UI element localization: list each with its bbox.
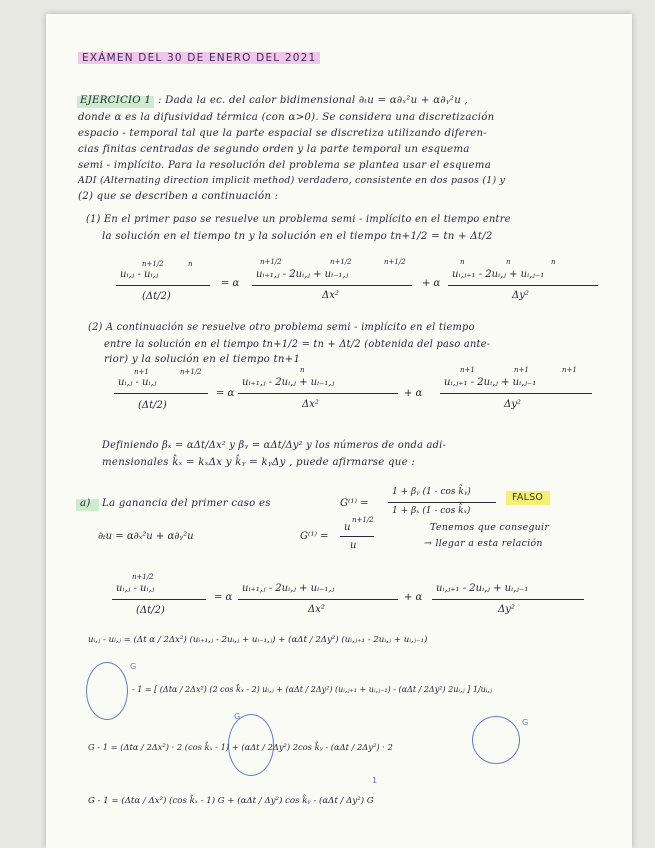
eq1-frac-mid: [252, 285, 412, 286]
intro-line-7: (2) que se describen a continuación :: [78, 191, 279, 202]
eq1-den-left: (Δt/2): [142, 291, 171, 302]
eq1-frac-left: [116, 285, 210, 286]
eq2-num-left: uᵢ,ⱼ - uᵢ,ⱼ: [118, 377, 157, 388]
eq2-frac-left: [114, 393, 208, 394]
eq1-sup-right-3: n: [551, 258, 556, 266]
work-g1-sup: n+1/2: [352, 516, 374, 524]
eq1-sup-mid-3: n+1/2: [384, 258, 406, 266]
eq1-frac-right: [448, 285, 598, 286]
ejercicio-label: EJERCICIO 1: [80, 95, 152, 106]
work-note-2: → llegar a esta relación: [424, 538, 543, 549]
exam-title: EXÁMEN DEL 30 DE ENERO DEL 2021: [78, 52, 320, 64]
work-pde: ∂ₜu = α∂ₓ²u + α∂ᵧ²u: [98, 531, 194, 542]
work-line-a: uᵢ,ⱼ - uᵢ,ⱼ = (Δt α / 2Δx²) (uᵢ₊₁,ⱼ - 2uᵢ,ⱼ + uᵢ₋₁,ⱼ) + (αΔt / 2Δy²) (uᵢ,ⱼ₊₁ - 2uᵢ,ⱼ + uᵢ,ⱼ₋₁): [88, 635, 428, 645]
eq1-plus: + α: [422, 278, 441, 289]
eq1-sup-right-1: n: [460, 258, 465, 266]
part-a-den: 1 + βₓ (1 - cos k̂ₓ): [392, 506, 471, 516]
eq2-sup-left: n+1: [134, 368, 149, 376]
work-eq-frac-right: [432, 599, 584, 600]
work-g1-frac: [340, 536, 374, 537]
eq1-sup-mid-2: n+1/2: [330, 258, 352, 266]
eq1-sup-left-n: n: [188, 260, 193, 268]
work-eq-den-mid: Δx²: [308, 604, 325, 615]
work-line-c: G - 1 = (Δtα / 2Δx²) · 2 (cos k̂ₓ - 1) + (αΔt / 2Δy²) 2cos k̂ᵧ - (αΔt / 2Δy²) · 2: [88, 742, 393, 752]
eq1-num-right: uᵢ,ⱼ₊₁ - 2uᵢ,ⱼ + uᵢ,ⱼ₋₁: [452, 269, 545, 280]
eq1-den-mid: Δx²: [322, 290, 339, 301]
eq2-den-right: Δy²: [504, 399, 521, 410]
work-g1-num: u: [344, 522, 351, 533]
eq1-num-mid: uᵢ₊₁,ⱼ - 2uᵢ,ⱼ + uᵢ₋₁,ⱼ: [256, 269, 349, 280]
work-g1-den: u: [350, 540, 357, 551]
intro-line-2: donde α es la difusividad térmica (con α>0). Se considera una discretización: [78, 112, 495, 123]
intro-line-3: espacio - temporal tal que la parte espacial se discretiza utilizando diferen-: [78, 128, 487, 139]
part-a-label: a): [80, 498, 91, 509]
verdict-label: FALSO: [512, 492, 544, 503]
work-eq-num-left: uᵢ,ⱼ - uᵢ,ⱼ: [116, 583, 155, 594]
work-eq-num-right: uᵢ,ⱼ₊₁ - 2uᵢ,ⱼ + uᵢ,ⱼ₋₁: [436, 583, 529, 594]
work-eq-sup-left: n+1/2: [132, 573, 154, 581]
eq1-den-right: Δy²: [512, 290, 529, 301]
paso1-line-2: la solución en el tiempo tn y la solución en el tiempo tn+1/2 = tn + Δt/2: [102, 231, 493, 242]
eq1-num-left: uᵢ,ⱼ - uᵢ,ⱼ: [120, 269, 159, 280]
eq2-den-left: (Δt/2): [138, 400, 167, 411]
work-eq-frac-mid: [238, 599, 398, 600]
work-eq-equals: = α: [214, 592, 233, 603]
eq2-plus: + α: [404, 388, 423, 399]
work-eq-plus: + α: [404, 592, 423, 603]
notebook-page: [46, 14, 632, 848]
intro-line-1: : Dada la ec. del calor bidimensional ∂ₜu = α∂ₓ²u + α∂ᵧ²u ,: [158, 95, 469, 106]
intro-line-4: cias finitas centradas de segundo orden y la parte temporal un esquema: [78, 144, 470, 155]
part-a-frac: [388, 502, 496, 503]
eq2-equals: = α: [216, 388, 235, 399]
paso2-line-3: rior) y la solución en el tiempo tn+1: [104, 354, 301, 365]
work-g1: G⁽¹⁾ =: [300, 531, 329, 542]
part-a-text: La ganancia del primer caso es: [102, 498, 271, 509]
paso2-line-1: (2) A continuación se resuelve otro problema semi - implícito en el tiempo: [88, 322, 475, 333]
g-mark-3: G: [522, 718, 529, 727]
intro-line-6: ADI (Alternating direction implicit method) verdadero, consistente en dos pasos (1) y: [78, 175, 506, 186]
work-eq-den-left: (Δt/2): [136, 605, 165, 616]
eq2-sup-right-1: n+1: [460, 366, 475, 374]
eq2-frac-right: [440, 393, 592, 394]
one-mark: 1: [372, 776, 378, 785]
eq2-sup-right-2: n+1: [514, 366, 529, 374]
eq2-frac-mid: [238, 393, 398, 394]
eq2-sup-right-3: n+1: [562, 366, 577, 374]
intro-line-5: semi - implícito. Para la resolución del problema se plantea usar el esquema: [78, 160, 492, 171]
part-a-num: 1 + βᵧ (1 - cos k̂ᵧ): [392, 487, 471, 497]
eq2-num-mid: uᵢ₊₁,ⱼ - 2uᵢ,ⱼ + uᵢ₋₁,ⱼ: [242, 377, 335, 388]
g-mark-1: G: [130, 662, 137, 671]
work-eq-num-mid: uᵢ₊₁,ⱼ - 2uᵢ,ⱼ + uᵢ₋₁,ⱼ: [242, 583, 335, 594]
work-line-b: - 1 = [ (Δtα / 2Δx²) (2 cos k̂ₓ - 2) uᵢ,ⱼ + (αΔt / 2Δy²) (uᵢ,ⱼ₊₁ + uᵢ,ⱼ₋₁) - (αΔt / 2Δy²) 2uᵢ,ⱼ ] 1/uᵢ,ⱼ: [132, 685, 493, 694]
paso2-line-2: entre la solución en el tiempo tn+1/2 = tn + Δt/2 (obtenida del paso ante-: [104, 339, 491, 350]
paso1-line-1: (1) En el primer paso se resuelve un problema semi - implícito en el tiempo entre: [86, 214, 511, 225]
eq2-sup-left-2: n+1/2: [180, 368, 202, 376]
part-a-g: G⁽¹⁾ =: [340, 498, 369, 509]
work-eq-den-right: Δy²: [498, 604, 515, 615]
defs-line-2: mensionales k̂ₓ = kₓΔx y k̂ᵧ = kᵧΔy , puede afirmarse que :: [102, 457, 416, 468]
work-note-1: Tenemos que conseguir: [430, 522, 550, 533]
eq1-equals: = α: [221, 278, 240, 289]
eq1-sup-right-2: n: [506, 258, 511, 266]
work-eq-frac-left: [112, 599, 206, 600]
eq1-sup-left: n+1/2: [142, 260, 164, 268]
defs-line-1: Definiendo βₓ = αΔt/Δx² y βᵧ = αΔt/Δy² y los números de onda adi-: [102, 440, 447, 451]
eq2-den-mid: Δx²: [302, 399, 319, 410]
eq2-num-right: uᵢ,ⱼ₊₁ - 2uᵢ,ⱼ + uᵢ,ⱼ₋₁: [444, 377, 537, 388]
eq1-sup-mid-1: n+1/2: [260, 258, 282, 266]
work-line-d: G - 1 = (Δtα / Δx²) (cos k̂ₓ - 1) G + (αΔt / Δy²) cos k̂ᵧ - (αΔt / Δy²) G: [88, 796, 374, 806]
eq2-sup-mid: n: [300, 366, 305, 374]
circle-ratio-1: [86, 662, 128, 720]
circle-ratio-3: [472, 716, 520, 764]
g-mark-2: G: [234, 712, 241, 721]
